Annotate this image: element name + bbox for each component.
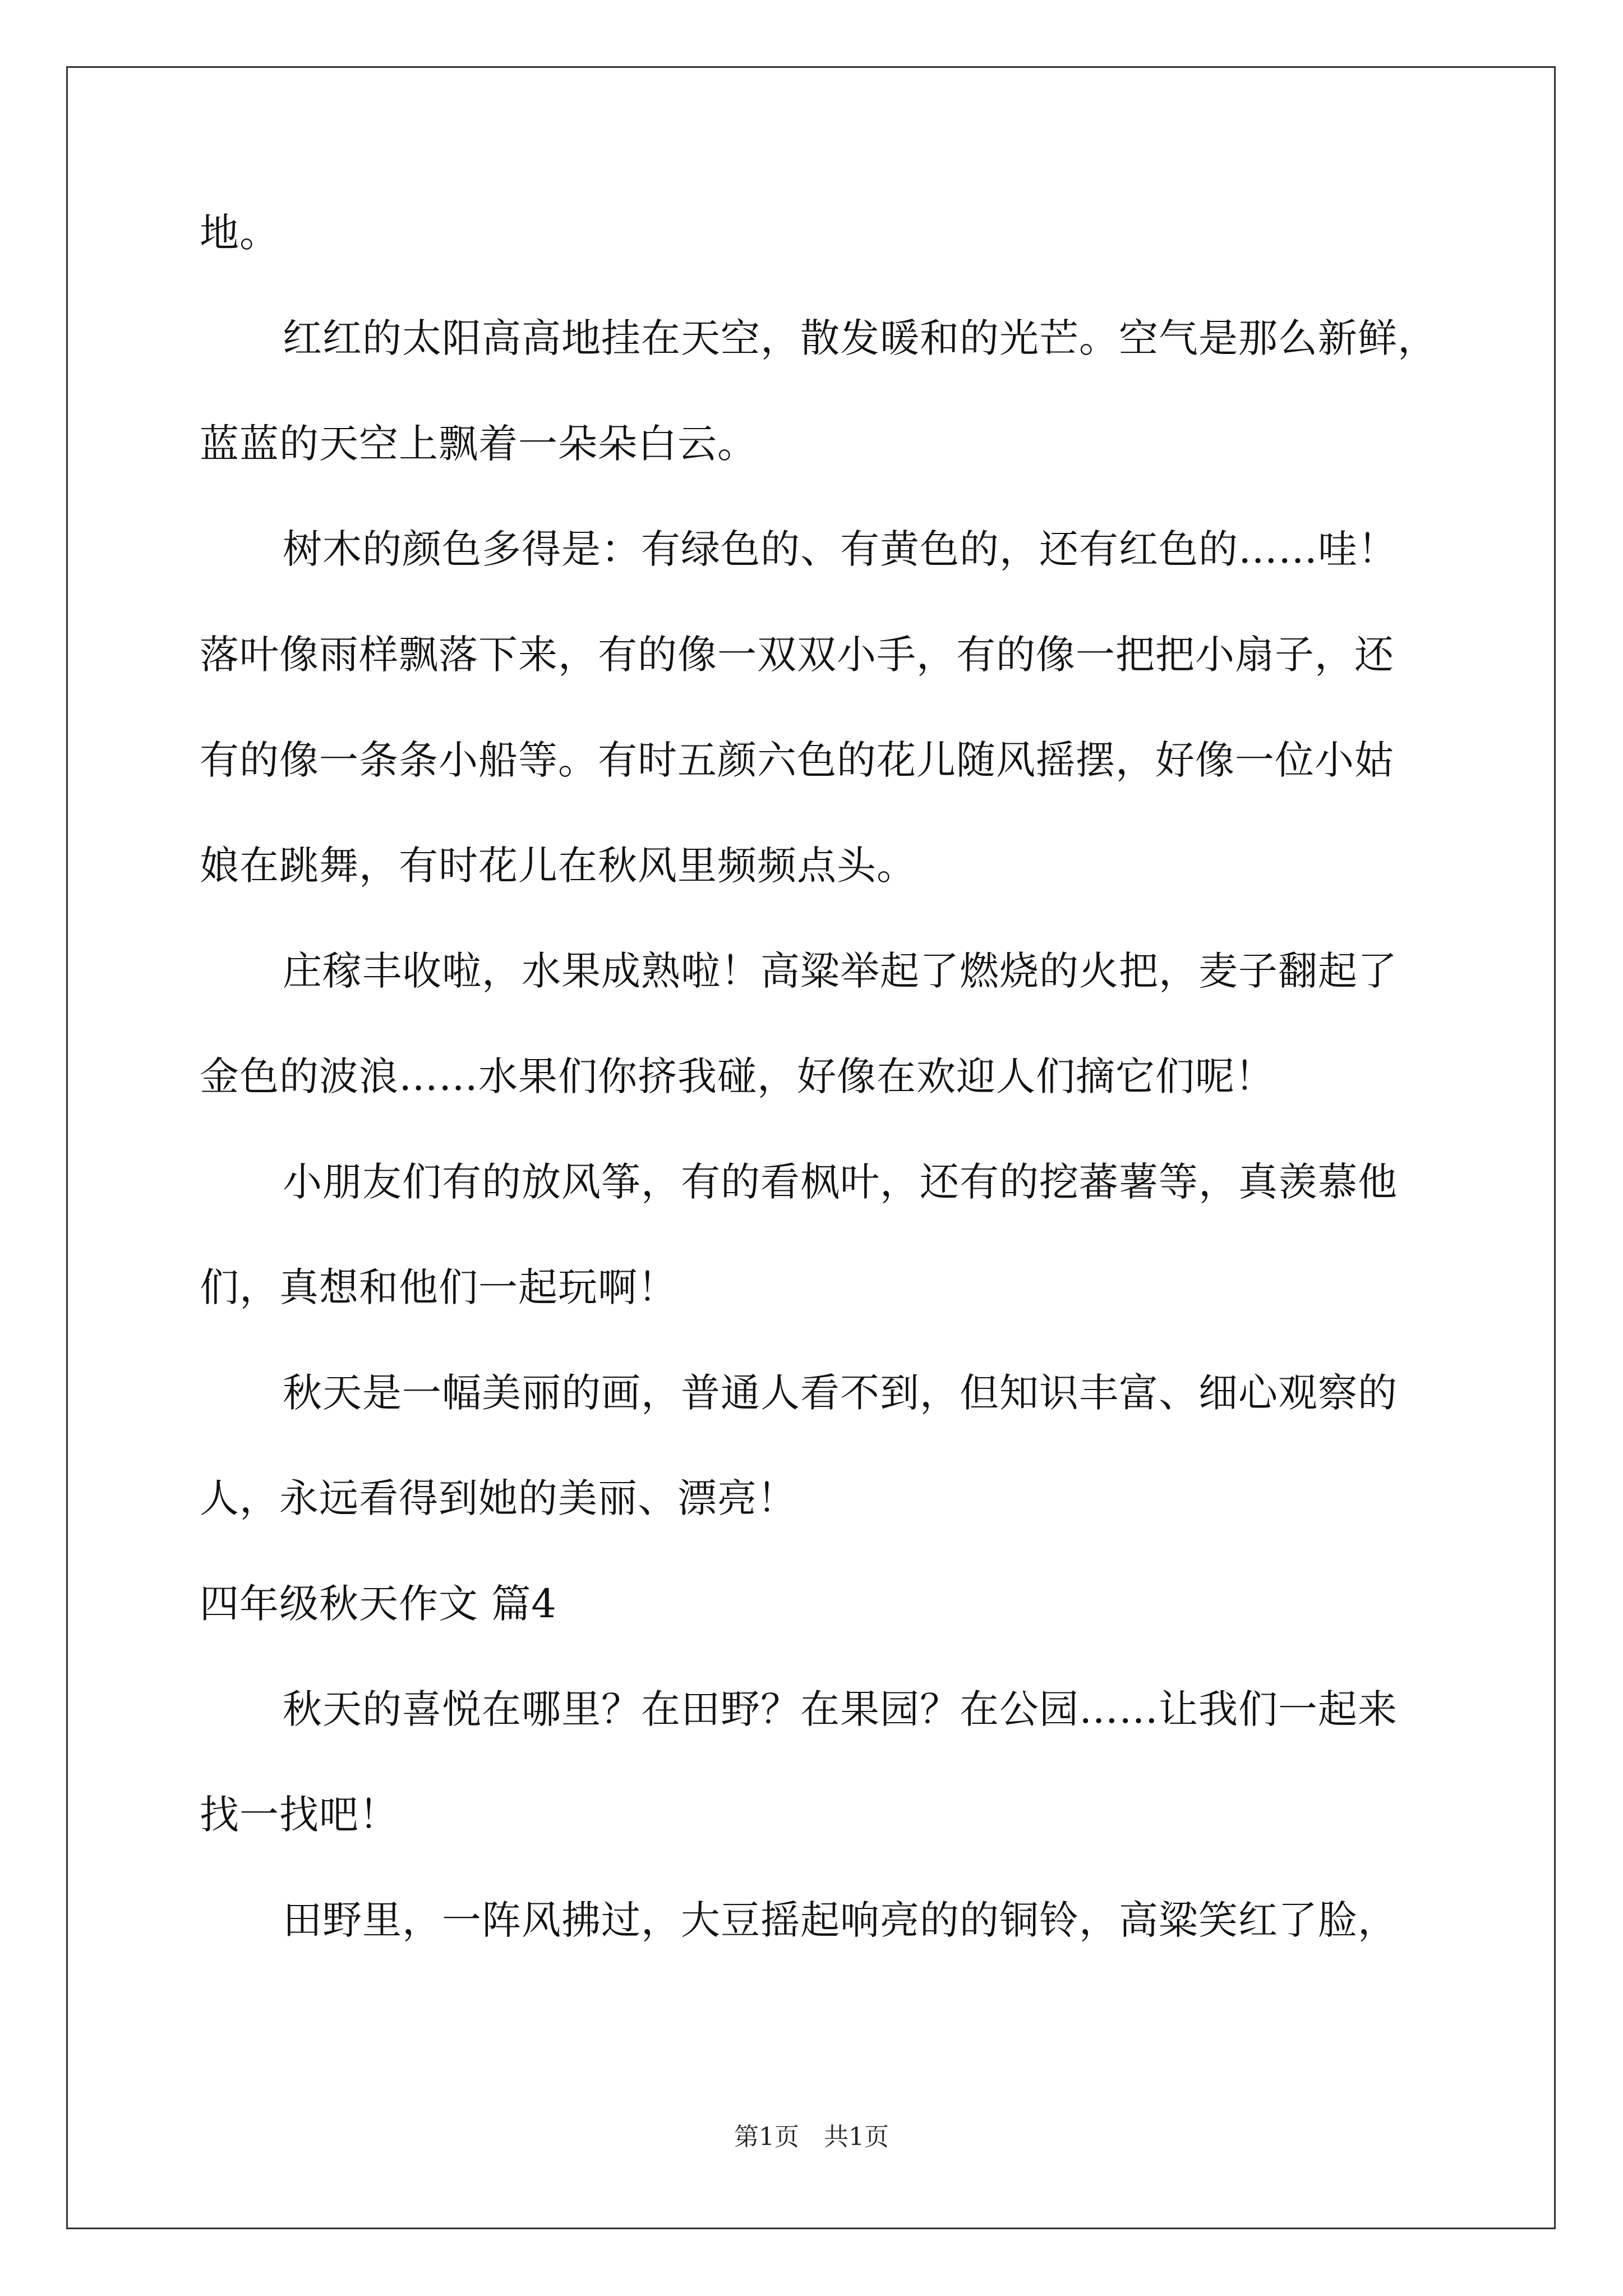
- text-line: 红红的太阳高高地挂在天空，散发暖和的光芒。空气是那么新鲜，: [283, 315, 1437, 361]
- text-line: 们，真想和他们一起玩啊！: [200, 1264, 677, 1310]
- text-line: 落叶像雨样飘落下来，有的像一双双小手，有的像一把把小扇子，还: [200, 632, 1394, 678]
- text-line: 树木的颜色多得是：有绿色的、有黄色的，还有红色的……哇！: [283, 526, 1398, 572]
- text-line: 找一找吧！: [200, 1792, 399, 1838]
- page-footer: 第1页 共1页: [734, 2123, 889, 2151]
- text-line: 人，永远看得到她的美丽、漂亮！: [200, 1475, 797, 1521]
- text-line: 地。: [200, 210, 279, 256]
- text-line: 秋天是一幅美丽的画，普通人看不到，但知识丰富、细心观察的: [283, 1370, 1398, 1416]
- text-line: 小朋友们有的放风筝，有的看枫叶，还有的挖蕃薯等，真羡慕他: [283, 1159, 1398, 1205]
- text-line: 金色的波浪……水果们你挤我碰，好像在欢迎人们摘它们呢！: [200, 1053, 1275, 1099]
- text-line: 蓝蓝的天空上飘着一朵朵白云。: [200, 421, 757, 467]
- text-line: 娘在跳舞，有时花儿在秋风里频频点头。: [200, 843, 916, 889]
- text-line: 田野里，一阵风拂过，大豆摇起响亮的的铜铃，高粱笑红了脸，: [283, 1897, 1398, 1943]
- text-line: 秋天的喜悦在哪里？在田野？在果园？在公园……让我们一起来: [283, 1686, 1398, 1732]
- text-line: 庄稼丰收啦，水果成熟啦！高粱举起了燃烧的火把，麦子翻起了: [283, 948, 1398, 994]
- text-line: 有的像一条条小船等。有时五颜六色的花儿随风摇摆，好像一位小姑: [200, 737, 1394, 783]
- section-heading: 四年级秋天作文 篇4: [200, 1581, 557, 1627]
